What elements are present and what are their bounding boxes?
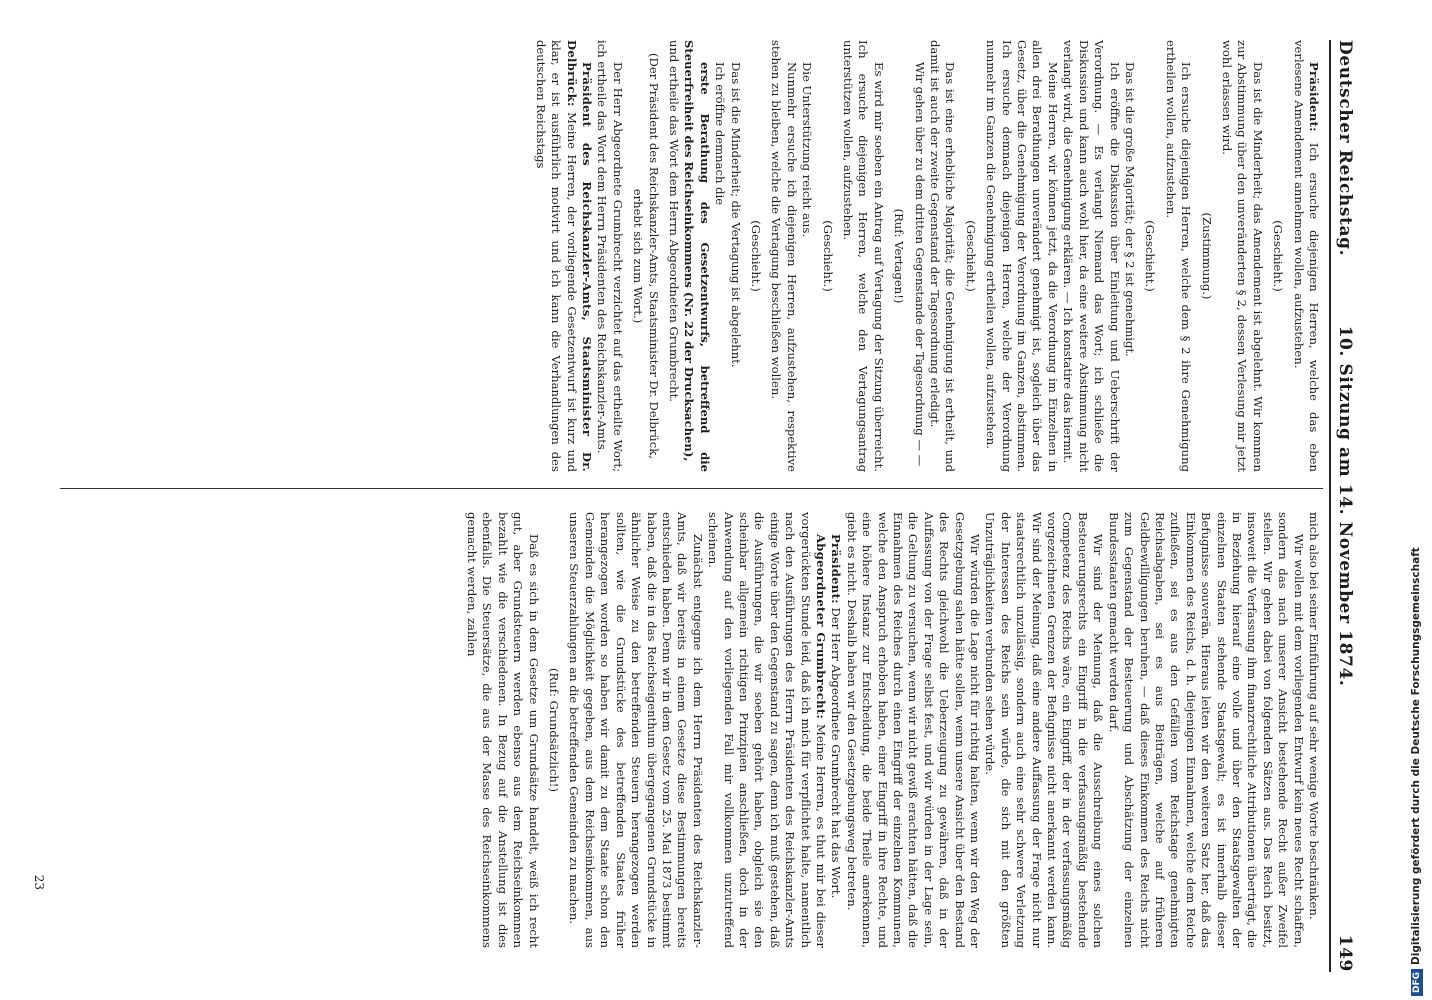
paragraph — [1290, 40, 1321, 472]
paragraph-text: Zunächst entgegne ich dem Herrn Präsidenten des Reichskanzler-Amts, daß wir bereits in einem Gesetze diese Bestimmungen bereits entschieden haben. Denn wir in dem Gesetz vom 25. Mai 1873 bestimmt haben, daß die in das Reichseigenthum übergegangenen Grundstücke in ähnlicher Weise zu den betreffenden Steuern herangezogen werden sollten, wie die Grundstücke des betreffenden Staates früher herangezogen worden so haben wir damit zu dem Staate schon den Gemeinden die Möglichkeit gegeben, aus dem Reichseinkommen, aus unseren Steuerzahlungen an die betreffenden Gemeinden zu machen. — [567, 512, 705, 948]
stage-direction-text: (Geschieht.) — [1271, 220, 1286, 292]
paragraph — [1162, 40, 1193, 472]
agenda-item — [681, 40, 712, 472]
paragraph-text: Ich eröffne die Diskussion über Einleitung und Ueberschrift der Verordnung. — Es verlangt Niemand das Wort; ich schließe die Diskussion und kann auch wohl hier, da eine weitere Abstimmung nicht verlangt wird, die Genehmigung erklären. — Ich konstatire das hiermit. — [1061, 40, 1122, 472]
paragraph-text: Es wird mir soeben ein Antrag auf Vertagung der Sitzung überreicht. Ich ersuche diejenigen Herren, welche den Vertagungsantrag unterstützen wollen, aufzustehen. — [841, 40, 886, 472]
paragraph-text: Wir gehen über zu dem dritten Gegenstande der Tagesordnung — — — [912, 62, 927, 467]
paragraph — [464, 512, 541, 948]
stage-direction — [891, 40, 906, 472]
paragraph — [799, 40, 814, 472]
paragraph — [712, 40, 727, 472]
speaker-name: Abgeordneter Grumbrecht: — [814, 534, 828, 720]
paragraph — [666, 40, 681, 472]
paragraph-text: Ich ersuche diejenigen Herren, welche dem § 2 ihre Genehmigung ertheilen wollen, aufzustehen. — [1163, 40, 1194, 472]
paragraph-text: Der Herr Abgeordnete Grumbrecht verzichtet auf das ertheilte Wort; ich ertheile das Wort dem Herrn Präsidenten des Reichskanzler-Amts. — [595, 40, 625, 472]
paragraph — [1105, 512, 1305, 948]
stage-direction — [1142, 40, 1157, 472]
paragraph — [983, 40, 1060, 472]
right-column — [464, 512, 1321, 948]
paragraph-text: Das ist die große Majorität; der § 2 ist genehmigt. — [1122, 62, 1137, 357]
agenda-item-text: erste Berathung des Gesetzentwurfs, betreffend die Steuerfreiheit des Reichseinkommens (Nr. 22 der Drucksachen), — [682, 40, 712, 472]
paragraph — [911, 40, 926, 472]
paragraph-text: Ich ersuche diejenigen Herren, welche das eben verlesene Amendement annehmen wollen, aufzustehen. — [1291, 40, 1321, 473]
stage-direction-text: (Geschieht.) — [1143, 220, 1158, 292]
paragraph-text: Nunmehr ersuche ich diejenigen Herren, aufzustehen, respektive stehen zu bleiben, welche die Vertagung beschließen wollen. — [769, 40, 799, 472]
speaker-name: Präsident: — [1307, 62, 1321, 132]
stage-direction — [630, 40, 661, 472]
stage-direction — [962, 40, 977, 472]
paragraph — [705, 512, 828, 948]
dfg-logo: DFG — [1411, 969, 1423, 996]
paragraph-text: und ertheile das Wort dem Herrn Abgeordneten Grumbrecht. — [666, 40, 681, 402]
paragraph-text: mich also bei seiner Einführung auf sehr wenige Worte beschränken. — [1307, 512, 1321, 920]
paragraph-text: Wir würden die Lage nicht für richtig halten, wenn wir den Weg der Gesetzgebung sahen hätte sollen, wenn unsere Ansicht über den Bestand des Rechts gleichwohl die Ueberzeugung zu gewähren, daß in der Auffassung von der Frage selbst fest, und wir würden in der Lage sein, die Geltung zu versuchen, wenn wir nicht gewiß erachten hätten, daß die Einnahmen des Reiches durch einen Eingriff der einzelnen Kommunen, welche den Anspruch erhoben haben, einer Eingriff in ihre Rechte, und eine höhere Instanz zur Entscheidung, die beide Theile anerkennen, giebt es nicht. Deshalb haben wir den Gesetzgebungsweg betreten. — [844, 512, 983, 948]
stage-direction-text: (Zustimmung.) — [1199, 212, 1214, 300]
paragraph — [828, 512, 843, 948]
stage-direction-text: (Ruf: Vertagen!) — [892, 208, 907, 304]
paragraph — [532, 40, 594, 472]
speaker-name: Präsident: — [829, 534, 844, 604]
stage-direction — [748, 40, 763, 472]
paragraph — [1122, 40, 1137, 472]
header-session: 10. Sitzung am 14. November 1874. — [1335, 325, 1355, 687]
paragraph-text: Meine Herren, wir können jetzt, da die Verordnung im Einzelnen in allen drei Berathungen unverändert genehmigt ist, sogleich über das Gesetz, über die Genehmigung der Verordnung im Ganzen, abstimmen. Ich ersuche demnach diejenigen Herren, welche der Verordnung nunmehr im Ganzen die Genehmigung ertheilen wollen, aufzustehen. — [984, 40, 1060, 472]
stage-direction — [1270, 40, 1285, 472]
left-column — [532, 40, 1321, 472]
stage-direction-text: (Der Präsident des Reichskanzler-Amts, Staatsminister Dr. Delbrück, erhebt sich zum Wort.) — [631, 53, 661, 459]
paragraph-text: Ich eröffne demnach die — [713, 62, 728, 206]
paragraph-text: Der Herr Abgeordnete Grumbrecht hat das Wort. — [829, 607, 844, 899]
paragraph — [1060, 40, 1122, 472]
stage-direction — [546, 512, 561, 948]
digitization-text: Digitalisierung gefördert durch die Deutsche Forschungsgemeinschaft — [1410, 547, 1422, 965]
stage-direction-text: (Geschieht.) — [820, 220, 835, 292]
paragraph-text: Daß es sich in dem Gesetze um Grundsätze handelt, weiß ich recht gut, aber Grundsteuern werden ebenso aus dem Reichseinkommen bezahlt wie die verschiedenen. In Bezug auf die Anstellung ist dies ebenfalls. Die Steuersätze, die aus der Masse des Reichseinkommens gemacht werden, zahlen — [465, 512, 541, 948]
paragraph — [727, 40, 742, 472]
paragraph-text: Die Unterstützung reicht aus. — [800, 62, 815, 238]
paragraph — [1219, 40, 1265, 472]
stage-direction — [1198, 40, 1213, 472]
footer-page-number: 23 — [32, 874, 46, 890]
paragraph-text: Meine Herren, der vorliegende Gesetzentwurf ist kurz und klar, er ist ausführlich motivirt und ich kann die Verhandlungen des deutschen Reichstags — [533, 40, 579, 472]
paragraph — [1306, 512, 1321, 948]
paragraph — [927, 40, 958, 472]
header-page-number: 149 — [1335, 934, 1355, 972]
stage-direction-text: (Geschieht.) — [749, 220, 763, 292]
digitization-sidebar — [1408, 0, 1432, 1000]
stage-direction-text: (Ruf: Grundsätzlich!) — [547, 668, 562, 792]
paragraph — [566, 512, 705, 948]
paragraph-text: Das ist die Minderheit; die Vertagung ist abgelehnt. — [728, 62, 743, 368]
page-header — [1333, 40, 1357, 972]
paragraph — [982, 512, 1105, 948]
header-rule — [1329, 40, 1331, 972]
paragraph — [840, 40, 886, 472]
digitization-note — [1410, 0, 1423, 996]
stage-direction-text: (Geschieht.) — [963, 220, 978, 292]
paragraph — [768, 40, 799, 472]
paragraph-text: Das ist eine erhebliche Majorität; die Genehmigung ist ertheilt, und damit ist auch der zweite Gegenstand der Tagesordnung erledigt. — [928, 40, 958, 472]
paragraph — [594, 40, 625, 472]
paragraph-text: Wir sind der Meinung, daß die Ausschreibung eines solchen Besteuerungsrechts ein Eingriff in die verfassungsmäßig bestehende Competenz des Reichs wäre, ein Eingriff, der in der verfassungsmäßig vorgezeichneten Grenzen der Befugnisse nicht anerkannt werden kann. Wir sind der Meinung, daß eine andere Auffassung der Frage nicht nur staatsrechtlich unzulässig, sondern auch eine sehr schwere Verletzung der Interessen des Reichs sein würde, die sich mit den größten Unzuträglichkeiten verbunden sehen würde. — [983, 512, 1106, 948]
paragraph — [843, 512, 982, 948]
paragraph-text: Meine Herren, es thut mir bei dieser vorgerückten Stunde leid, daß ich mich für verpflichtet halte, namentlich nach den Ausführungen des Herrn Präsidenten des Reichskanzler-Amts einige Worte über den Gegenstand zu sagen, denn ich muß gestehen, daß die Ausführungen, die wir soeben gehört haben, obgleich sie den scheinbar allgemein richtigen Prinzipien anschließen, doch in der Anwendung auf den vorliegenden Fall mir vollkommen unzutreffend scheinen. — [706, 512, 828, 948]
header-title: Deutscher Reichstag. — [1335, 40, 1355, 257]
column-divider — [60, 488, 1323, 489]
paragraph-text: Das ist die Minderheit; das Amendement ist abgelehnt. Wir kommen zur Abstimmung über den unveränderten § 2, dessen Verlesung mir jetzt wohl erlassen wird. — [1219, 40, 1265, 472]
paragraph-text: Wir wollen mit dem vorliegenden Entwurf kein neues Recht schaffen, sondern das nach unserer Ansicht bestehende Recht außer Zweifel stellen. Wir gehen dabei von folgenden Sätzen aus. Das Reich besitzt, insoweit die Verfassung ihm finanzrechtliche Attributionen überträgt, die in Beziehung hierauf eine volle und über den Staatsgewalten der einzelnen Staaten stehende Staatsgewalt; es ist innerhalb dieser Befugnisse souverän. Hieraus leiten wir den weiteren Satz her, daß das Einkommen des Reichs, d. h. diejenigen Einnahmen, welche dem Reiche zufließen, sei es aus den Gefällen vom Reichstage genehmigten Reichsabgaben, sei es aus Beiträgen, welche auf früheren Geldbewilligungen beruhen, — daß dieses Einkommen des Reichs nicht zum Gegenstand der Besteuerung und Abschätzung der einzelnen Bundesstaaten gemacht werden darf. — [1106, 512, 1306, 948]
stage-direction — [819, 40, 834, 472]
speaker-name: Präsident des Reichskanzler-Amts, Staatsminister Dr. Delbrück: — [564, 40, 594, 472]
